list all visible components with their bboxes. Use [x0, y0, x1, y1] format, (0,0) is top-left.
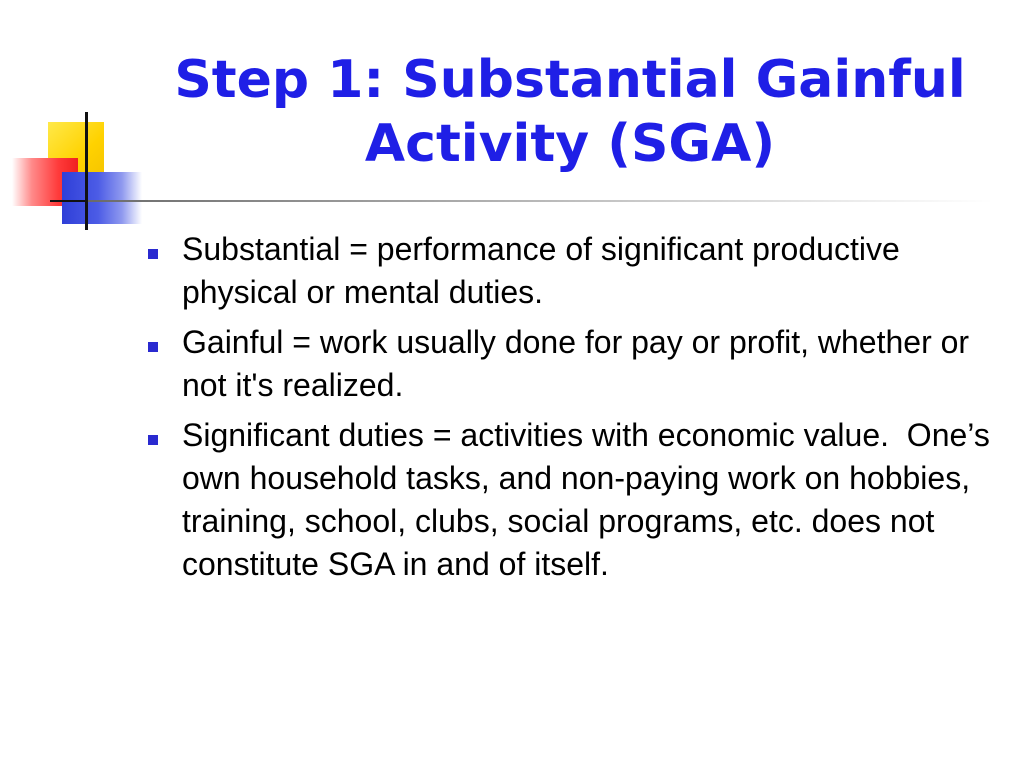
bullet-text: Substantial = performance of significant productive physical or mental duties.: [182, 231, 909, 310]
bullet-item: [142, 321, 992, 407]
title-divider-line: [88, 200, 993, 202]
bullet-text: Gainful = work usually done for pay or profit, whether or not it's realized.: [182, 324, 978, 403]
vertical-rule-decoration: [85, 112, 88, 230]
slide-title: Step 1: Substantial Gainful Activity (SGA): [174, 50, 966, 174]
bullet-text: Significant duties = activities with economic value. One’s own household tasks, and non-paying work on hobbies, training, school, clubs, social programs, etc. does not constitute SGA in and of itself.: [182, 417, 999, 582]
blue-square-bullet-icon: [148, 342, 158, 352]
bullet-item: [142, 228, 992, 314]
blue-square-bullet-icon: [148, 249, 158, 259]
blue-square-decoration: [62, 172, 142, 224]
bullet-list: [142, 228, 999, 593]
blue-square-bullet-icon: [148, 435, 158, 445]
bullet-item: [142, 414, 999, 586]
